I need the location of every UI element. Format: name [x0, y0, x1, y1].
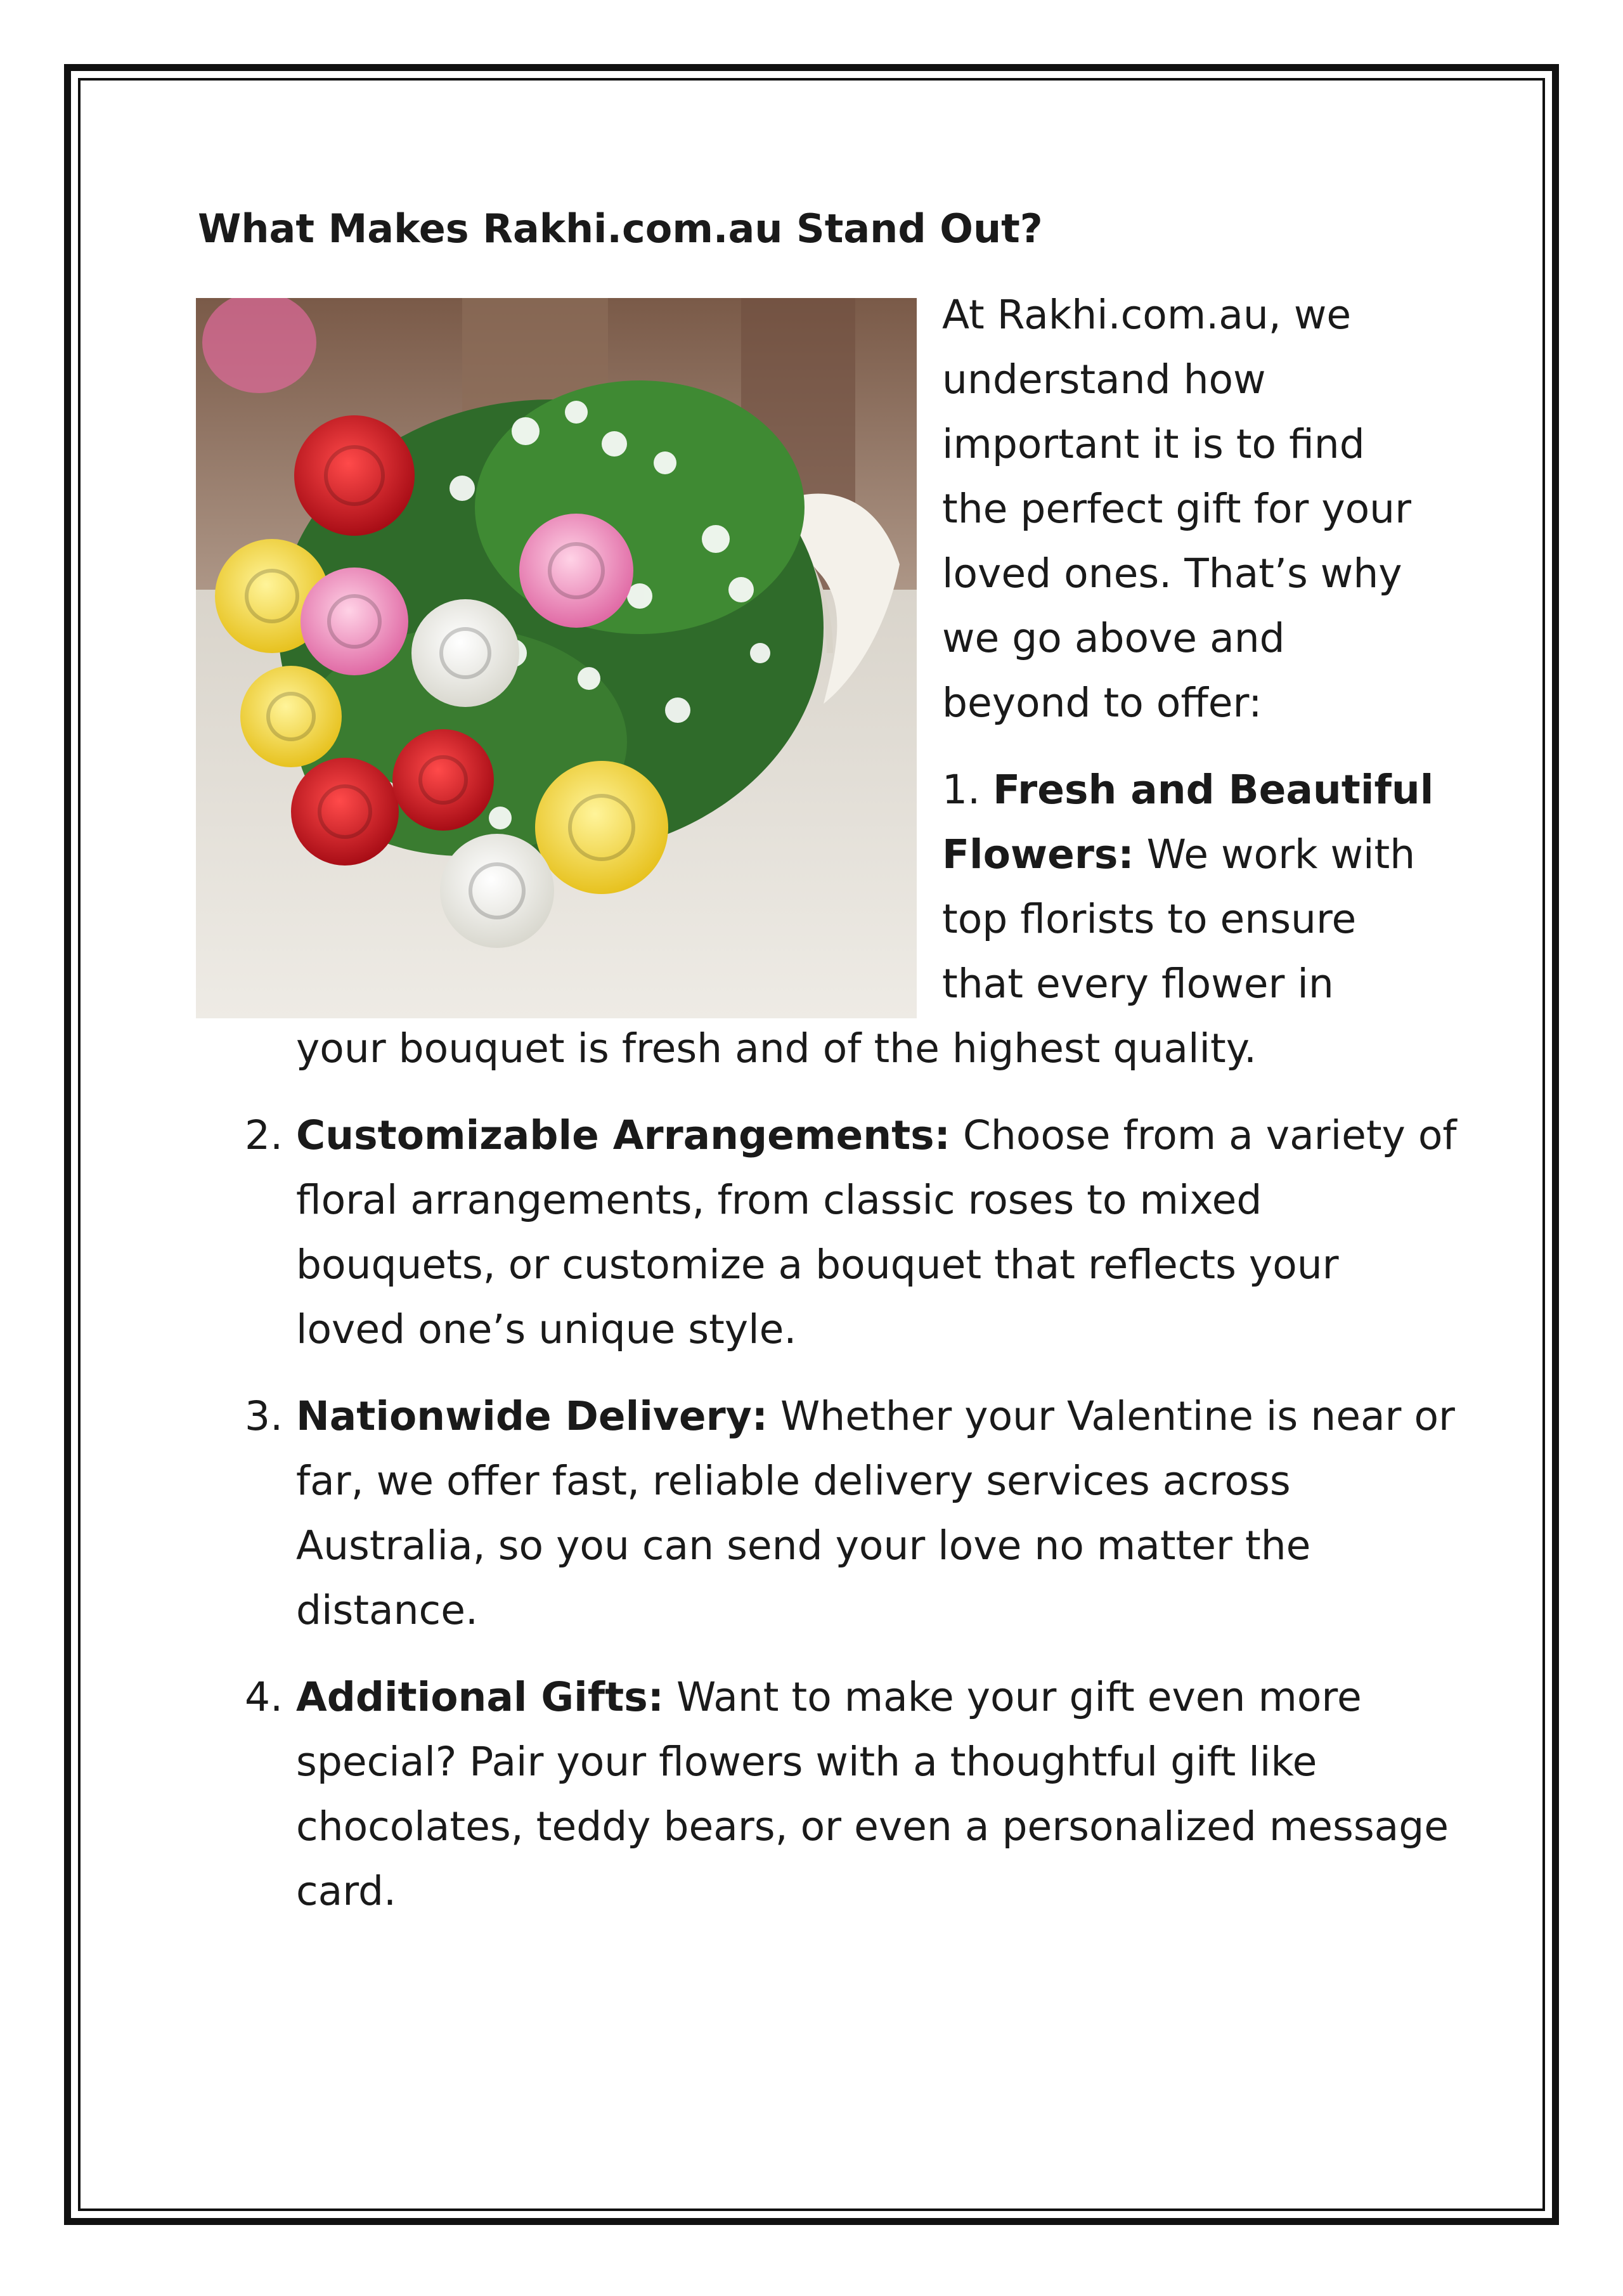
list-item-3-line: far, we offer fast, reliable delivery services across	[296, 1458, 1291, 1504]
list-item-title: Fresh and Beautiful	[993, 767, 1434, 813]
list-number: 2.	[245, 1112, 283, 1158]
list-item-1	[942, 758, 1433, 822]
intro-line: important it is to find	[942, 421, 1365, 467]
bouquet-image	[196, 298, 917, 1018]
list-item-4-line: chocolates, teddy bears, or even a personalized message	[296, 1803, 1449, 1850]
list-item-1-line	[942, 822, 1415, 887]
intro-line: understand how	[942, 356, 1266, 403]
intro-line: loved ones. That’s why	[942, 550, 1402, 597]
list-item-title: Flowers:	[942, 831, 1134, 878]
list-item-text: Choose from a variety of	[950, 1112, 1457, 1158]
intro-line: we go above and	[942, 615, 1285, 661]
list-item-title: Nationwide Delivery:	[296, 1393, 768, 1439]
list-item-4-line: card.	[296, 1868, 397, 1914]
list-item-text: Whether your Valentine is near or	[767, 1393, 1455, 1439]
list-number: 4.	[245, 1674, 283, 1720]
list-item-3-line: distance.	[296, 1587, 478, 1633]
list-item-text: Want to make your gift even more	[663, 1674, 1362, 1720]
list-item-2-line: loved one’s unique style.	[296, 1306, 797, 1352]
intro-line: beyond to offer:	[942, 680, 1262, 726]
list-item-2-line: bouquets, or customize a bouquet that reflects your	[296, 1242, 1339, 1288]
intro-line: At Rakhi.com.au, we	[942, 292, 1352, 338]
list-number: 1.	[942, 767, 981, 813]
list-item-title: Customizable Arrangements:	[296, 1112, 950, 1158]
list-item-4-line: special? Pair your flowers with a thoughtful gift like	[296, 1739, 1317, 1785]
list-item-1-line: that every flower in	[942, 961, 1334, 1007]
list-item-title: Additional Gifts:	[296, 1674, 664, 1720]
page-title: What Makes Rakhi.com.au Stand Out?	[198, 205, 1043, 252]
list-item-1-line: top florists to ensure	[942, 896, 1357, 942]
list-item-3-line: Australia, so you can send your love no matter the	[296, 1522, 1311, 1569]
list-item-4	[296, 1665, 1362, 1730]
list-item-1-line: your bouquet is fresh and of the highest quality.	[296, 1025, 1257, 1072]
list-item-2-line: floral arrangements, from classic roses to mixed	[296, 1177, 1262, 1223]
intro-line: the perfect gift for your	[942, 486, 1411, 532]
list-item-text: We work with	[1134, 831, 1416, 878]
list-number: 3.	[245, 1393, 283, 1439]
list-item-3	[296, 1384, 1455, 1449]
list-item-2	[296, 1103, 1457, 1168]
